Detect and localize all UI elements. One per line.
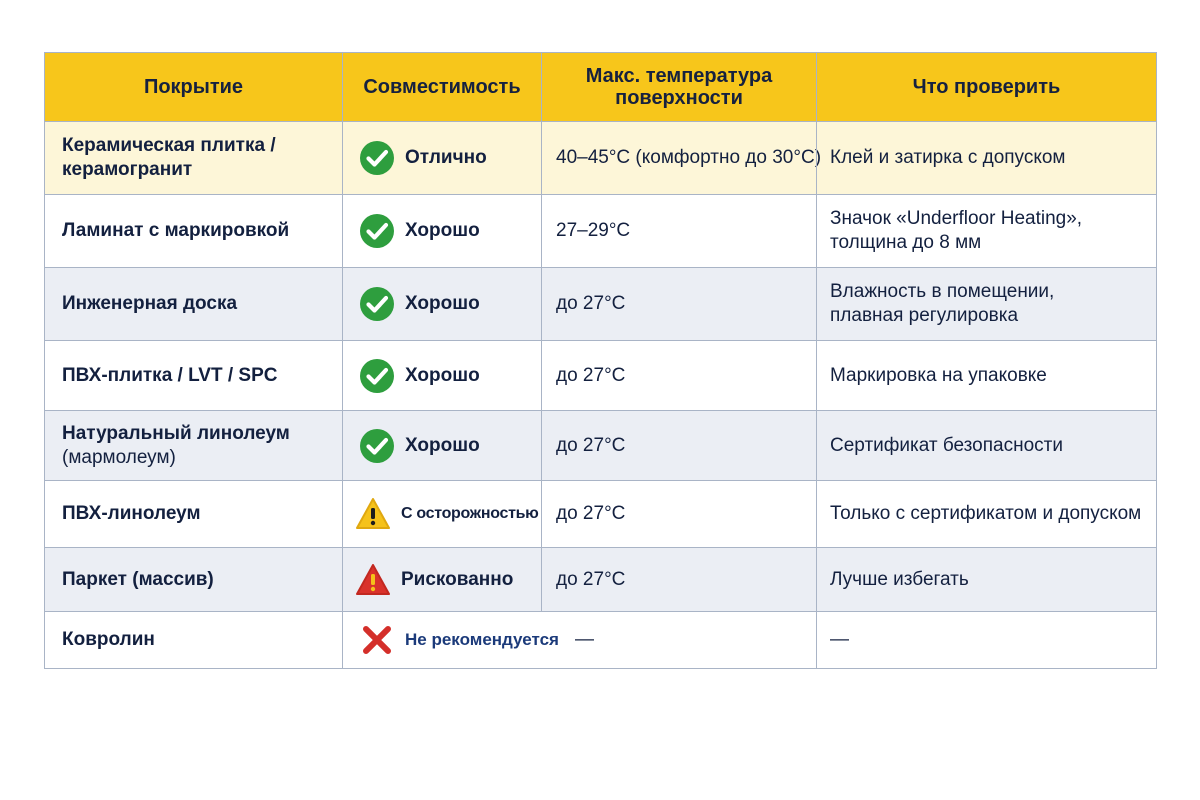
covering-name-line: Натуральный линолеум [62,422,290,444]
table-header-row [45,53,1156,121]
compatibility-label: Не рекомендуется [405,630,559,649]
max-temperature-cell: до 27°C [541,411,816,480]
covering-cell: ПВХ-плитка / LVT / SPC [62,364,278,386]
check-line: Значок «Underfloor Heating», [830,208,1083,229]
check-cell: Лучше избегать [816,548,1156,611]
covering-cell: Паркет (массив) [62,568,214,590]
check-line: толщина до 8 мм [830,232,982,253]
covering-cell: Инженерная доска [62,293,238,314]
table-row [45,547,1156,611]
max-temperature-cell: 27–29°C [541,195,816,267]
check-cell: Только с сертификатом и допуском [816,481,1156,547]
max-temperature-cell: до 27°C [541,548,816,611]
compatibility-label: С осторожностью [401,505,539,522]
check-icon [359,428,395,464]
max-temperature-cell: до 27°C [541,481,816,547]
flooring-compatibility-table [44,52,1157,669]
check-cell: — [816,612,1156,668]
covering-cell: Ламинат с маркировкой [62,220,290,241]
compatibility-cell [342,612,816,668]
header-what-to-check: Что проверить [816,53,1156,121]
header-covering: Покрытие [143,76,244,98]
table-row [45,194,1156,267]
covering-name-line: Керамическая плитка / [62,135,276,156]
check-line: плавная регулировка [830,305,1019,326]
compatibility-label: Хорошо [405,364,480,386]
compatibility-cell [342,548,541,611]
compatibility-cell [342,341,541,410]
danger-icon [355,562,391,598]
covering-cell: Ковролин [62,629,155,650]
covering-name-line: керамогранит [62,159,193,180]
header-max-temperature-line-2: поверхности [615,87,743,109]
cross-icon [359,622,395,658]
table-row [45,267,1156,340]
header-max-temperature-line-1: Макс. температура [585,65,773,87]
compatibility-cell [342,195,541,267]
header-compatibility: Совместимость [342,53,541,121]
covering-name-line: (мармолеум) [62,446,176,468]
check-line: Влажность в помещении, [830,281,1055,302]
compatibility-cell [342,411,541,480]
check-cell: Сертификат безопасности [816,411,1156,480]
check-icon [359,140,395,176]
compatibility-label: Хорошо [405,293,480,314]
check-cell [816,268,1156,340]
compatibility-cell [342,122,541,194]
covering-cell [45,411,342,480]
compatibility-label: Хорошо [405,220,480,241]
table-row [45,340,1156,410]
check-cell: Маркировка на упаковке [816,341,1156,410]
compatibility-label: Хорошо [405,434,480,456]
check-icon [359,286,395,322]
check-cell [816,195,1156,267]
table-row [45,410,1156,480]
check-cell: Клей и затирка с допуском [816,122,1156,194]
compatibility-label: Рискованно [401,568,514,590]
table-row [45,480,1156,547]
header-max-temperature [541,53,816,121]
covering-cell [45,122,342,194]
compatibility-cell [342,481,541,547]
compatibility-cell [342,268,541,340]
table-row [45,611,1156,668]
table-row [45,121,1156,194]
max-temperature-cell: 40–45°C (комфортно до 30°C) [541,122,816,194]
covering-cell: ПВХ-линолеум [62,503,201,524]
max-temperature-cell: — [574,629,594,650]
max-temperature-cell: до 27°C [541,268,816,340]
max-temperature-cell: до 27°C [541,341,816,410]
compatibility-label: Отлично [405,147,487,168]
check-icon [359,213,395,249]
warning-icon [355,496,391,532]
check-icon [359,358,395,394]
